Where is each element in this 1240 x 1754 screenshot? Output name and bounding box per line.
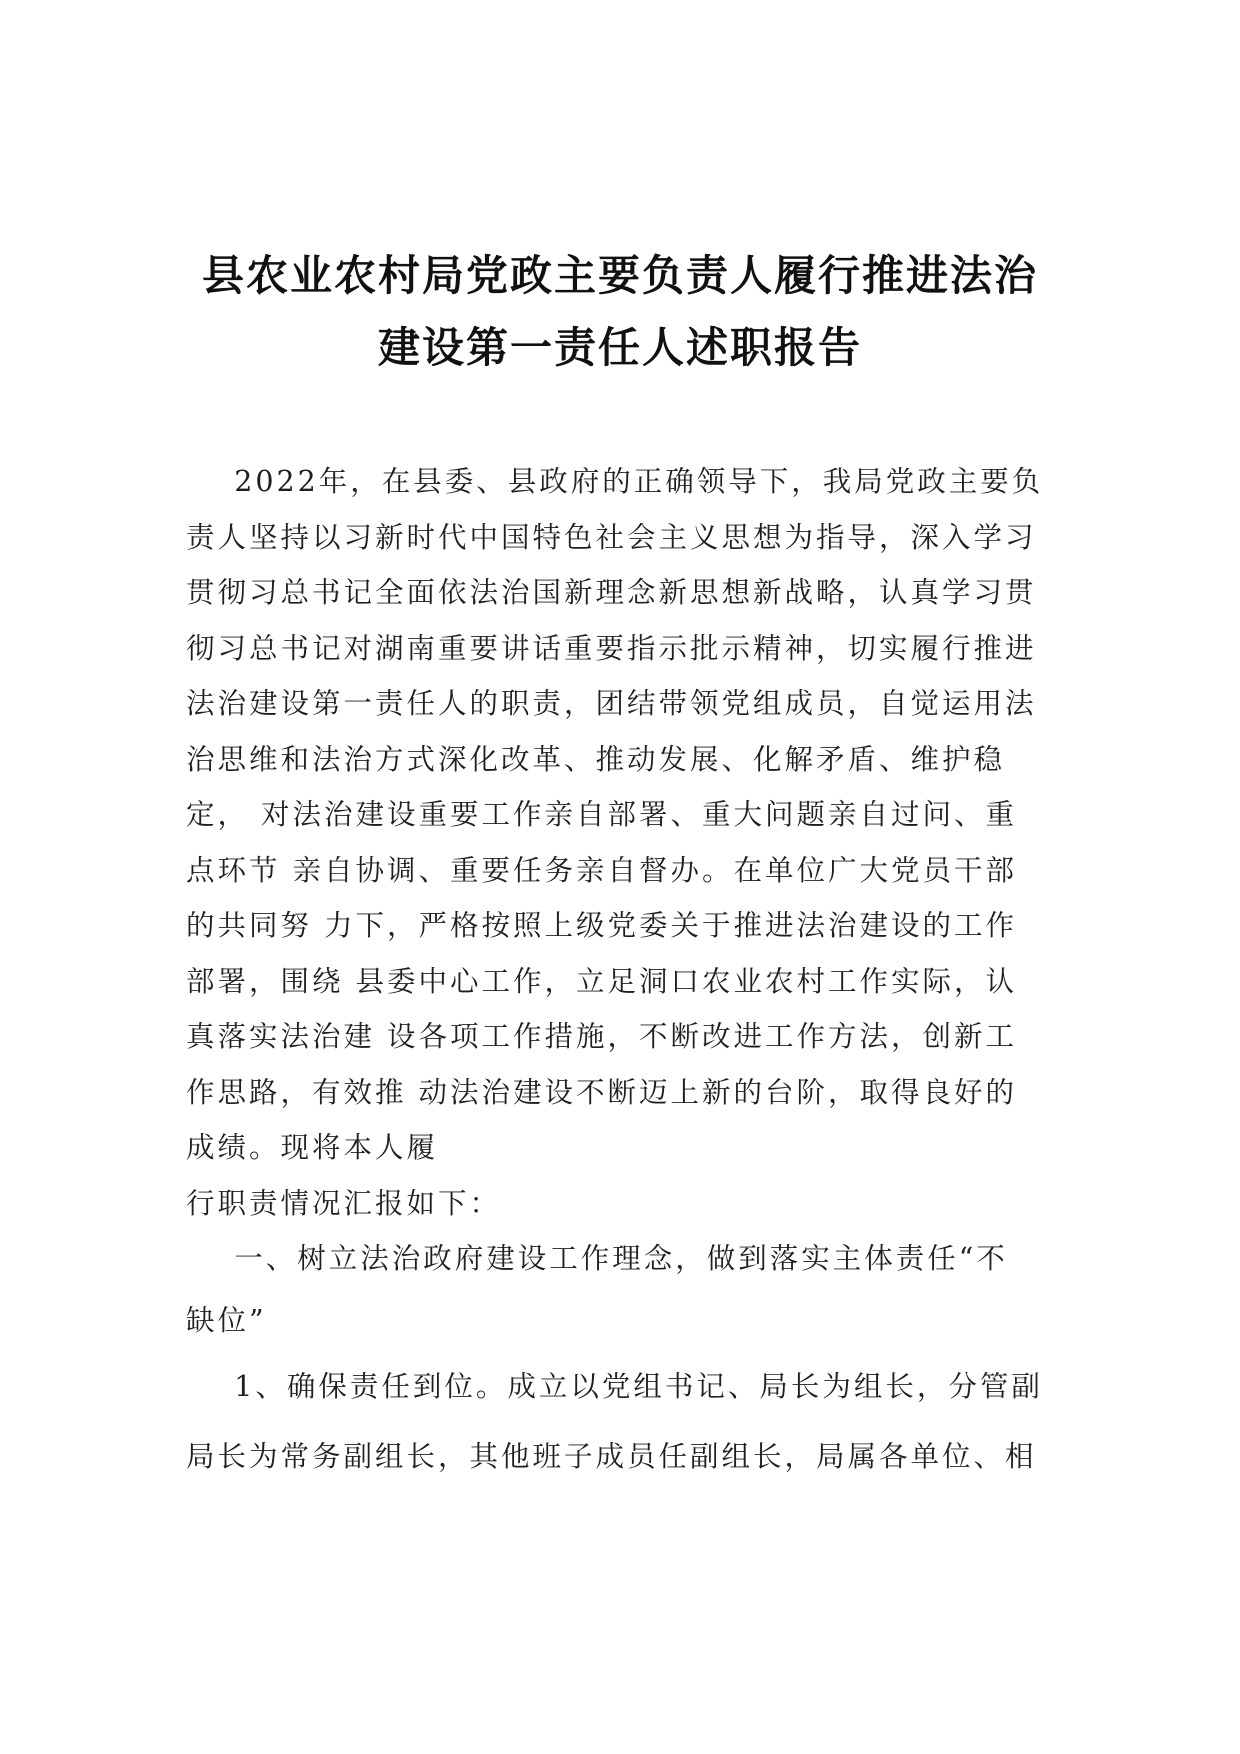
intro-line: 点环节 亲自协调、重要任务亲自督办。在单位广大党员干部 xyxy=(186,853,1018,887)
title-line-1: 县农业农村局党政主要负责人履行推进法治 xyxy=(201,251,1038,300)
intro-line: 定， 对法治建设重要工作亲自部署、重大问题亲自过问、重 xyxy=(186,798,1018,831)
intro-paragraph xyxy=(186,454,1066,1231)
title-line-2: 建设第一责任人述职报告 xyxy=(377,323,862,372)
intro-line: 成绩。现将本人履 xyxy=(186,1131,439,1164)
intro-line: 的共同努 力下，严格按照上级党委关于推进法治建设的工作 xyxy=(186,909,1018,942)
intro-line: 部署，围绕 县委中心工作，立足洞口农业农村工作实际，认 xyxy=(186,964,1018,998)
document-title xyxy=(150,240,1090,384)
intro-line: 法治建设第一责任人的职责，团结带领党组成员，自觉运用法 xyxy=(186,687,1037,720)
intro-line: 彻习总书记对湖南重要讲话重要指示批示精神，切实履行推进 xyxy=(186,631,1037,665)
intro-line: 责人坚持以习新时代中国特色社会主义思想为指导，深入学习 xyxy=(186,520,1037,554)
intro-line: 真落实法治建 设各项工作措施，不断改进工作方法，创新工 xyxy=(186,1020,1018,1053)
section-heading-line-1: 一、树立法治政府建设工作理念，做到落实主体责任“不 xyxy=(186,1242,1008,1275)
item-one-line-1: 1、确保责任到位。成立以党组书记、局长为组长，分管副 xyxy=(186,1370,1043,1403)
intro-line: 作思路，有效推 动法治建设不断迈上新的台阶，取得良好的 xyxy=(186,1075,1018,1109)
item-one-line-2: 局长为常务副组长，其他班子成员任副组长，局属各单位、相 xyxy=(186,1440,1037,1473)
section-heading-one xyxy=(186,1228,1066,1352)
intro-line: 2022年，在县委、县政府的正确领导下，我局党政主要负 xyxy=(186,465,1044,498)
intro-tail-line: 行职责情况汇报如下： xyxy=(186,1186,502,1220)
section-heading-line-2: 缺位” xyxy=(186,1304,267,1337)
intro-line: 贯彻习总书记全面依法治国新理念新思想新战略，认真学习贯 xyxy=(186,576,1037,609)
item-one-paragraph xyxy=(186,1352,1066,1492)
intro-line: 治思维和法治方式深化改革、推动发展、化解矛盾、维护稳 xyxy=(186,742,1006,776)
